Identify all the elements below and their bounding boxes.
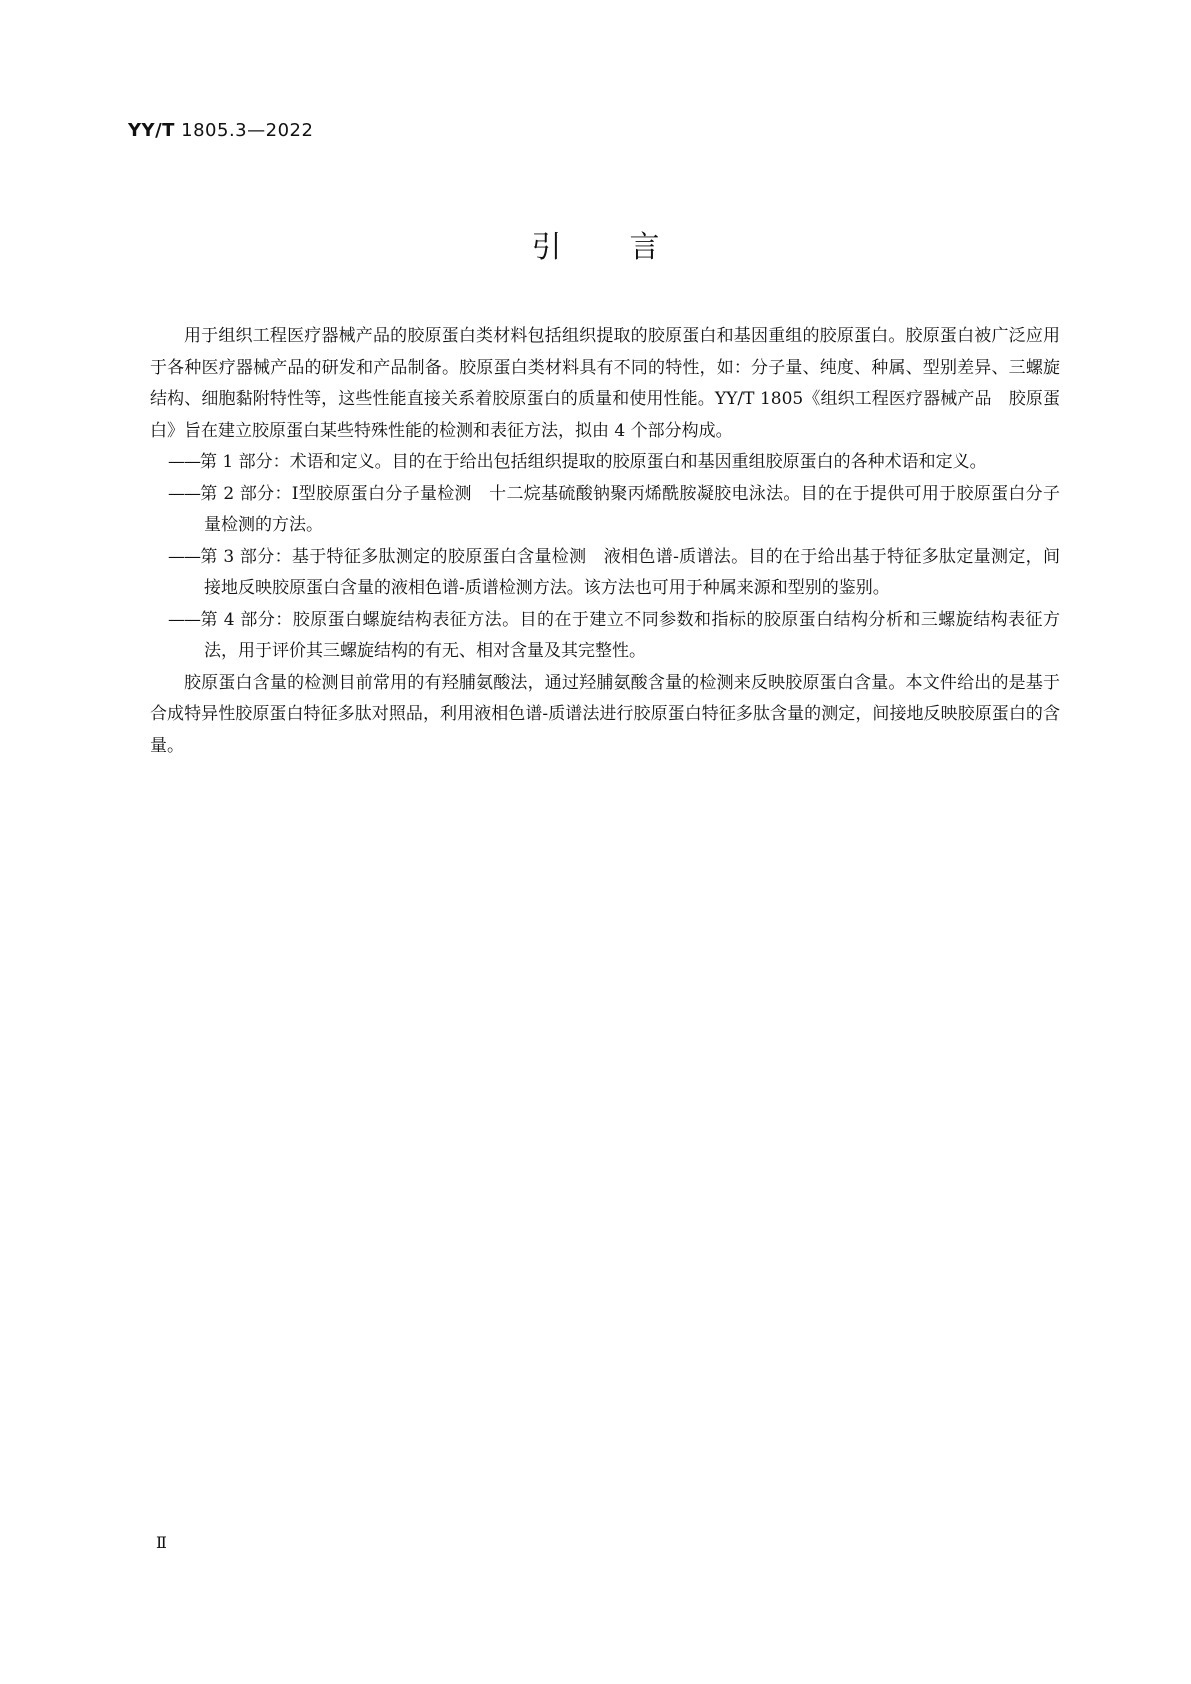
parts-list [150, 447, 1060, 668]
intro-paragraph: 用于组织工程医疗器械产品的胶原蛋白类材料包括组织提取的胶原蛋白和基因重组的胶原蛋白。胶原蛋白被广泛应用于各种医疗器械产品的研发和产品制备。胶原蛋白类材料具有不同的特性，如：分子量、纯度、种属、型别差异、三螺旋结构、细胞黏附特性等，这些性能直接关系着胶原蛋白的质量和使用性能。YY/T 1805《组织工程医疗器械产品 胶原蛋白》旨在建立胶原蛋白某些特殊性能的检测和表征方法，拟由 4 个部分构成。 [150, 326, 1060, 441]
list-item [150, 479, 1060, 542]
list-dash: —— [168, 483, 200, 504]
document-code-number: 1805.3—2022 [174, 120, 314, 141]
document-code [128, 120, 313, 141]
list-item-text: 第 3 部分：基于特征多肽测定的胶原蛋白含量检测 液相色谱-质谱法。目的在于给出基于特征多肽定量测定，间接地反映胶原蛋白含量的液相色谱-质谱检测方法。该方法也可用于种属来源和型别的鉴别。 [200, 546, 1060, 598]
list-item [150, 447, 1060, 479]
list-dash: —— [168, 546, 200, 567]
list-item [150, 605, 1060, 668]
list-item-text: 第 1 部分：术语和定义。目的在于给出包括组织提取的胶原蛋白和基因重组胶原蛋白的各种术语和定义。 [200, 452, 987, 472]
page-number: Ⅱ [156, 1533, 167, 1552]
document-code-prefix: YY/T [128, 120, 175, 141]
closing-paragraph: 胶原蛋白含量的检测目前常用的有羟脯氨酸法，通过羟脯氨酸含量的检测来反映胶原蛋白含量。本文件给出的是基于合成特异性胶原蛋白特征多肽对照品，利用液相色谱-质谱法进行胶原蛋白特征多肽含量的测定，间接地反映胶原蛋白的含量。 [150, 672, 1060, 756]
list-dash: —— [168, 609, 200, 630]
section-title: 引言 [531, 230, 728, 265]
list-dash: —— [168, 452, 200, 472]
list-item-text: 第 4 部分：胶原蛋白螺旋结构表征方法。目的在于建立不同参数和指标的胶原蛋白结构分析和三螺旋结构表征方法，用于评价其三螺旋结构的有无、相对含量及其完整性。 [200, 609, 1060, 661]
list-item [150, 542, 1060, 605]
document-body [150, 321, 1060, 762]
list-item-text: 第 2 部分：Ⅰ型胶原蛋白分子量检测 十二烷基硫酸钠聚丙烯酰胺凝胶电泳法。目的在于提供可用于胶原蛋白分子量检测的方法。 [200, 483, 1060, 535]
